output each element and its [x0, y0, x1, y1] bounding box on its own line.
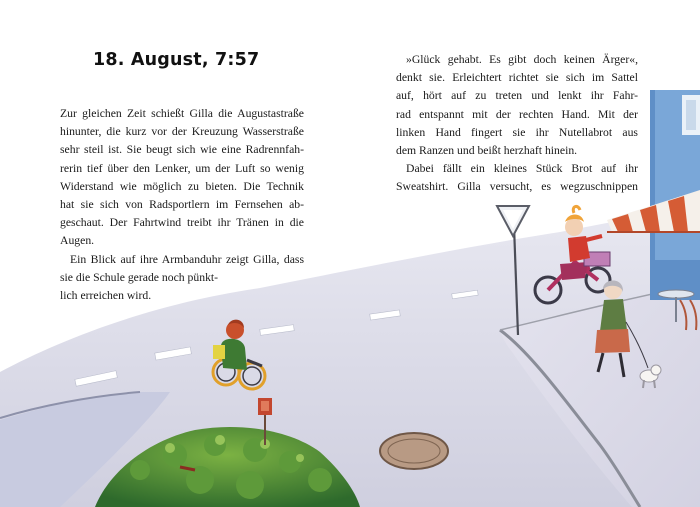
text-line: hat sie sich von Radsportlern im Fernsehen ab-: [60, 197, 304, 211]
text-line: linken Hand fingert sie ihr Nutellabrot aus: [396, 125, 638, 139]
text-line: dem Ranzen und beißt herzhaft hinein.: [396, 143, 578, 157]
text-line: denkt sie. Erleichtert richtet sie sich im Sattel: [396, 71, 638, 85]
text-line: hinunter, die kurz vor der Kreuzung Wasserstraße: [60, 125, 304, 139]
text-line: Dabei fällt ein kleines Stück Brot auf ihr: [406, 162, 638, 176]
text-line: sehr steil ist. Sie beugt sich wie eine Radrennfah-: [60, 143, 304, 157]
text-line: rerin tief über den Lenker, um der Luft so wenig: [60, 161, 304, 175]
text-line: Augen.: [60, 234, 95, 248]
text-line: »Glück gehabt. Es gibt doch keinen Ärger«,: [406, 53, 638, 66]
manhole-cover: [380, 433, 448, 469]
text-line: sie die Schule gerade noch pünkt-: [60, 270, 219, 284]
text-line: Zur gleichen Zeit schießt Gilla die Augustastraße: [60, 107, 304, 120]
text-line: Sweatshirt. Gilla versucht, es wegzuschnippen: [396, 180, 638, 194]
text-line: rad entspannt mit der rechten Hand. Mit der: [396, 107, 638, 121]
left-text-column: [60, 105, 304, 305]
right-text-column: [396, 51, 638, 197]
text-line: lich erreichen wird.: [60, 288, 152, 302]
text-line: Widerstand wie möglich zu bieten. Die Technik: [60, 179, 304, 193]
chapter-heading: 18. August, 7:57: [93, 50, 260, 70]
text-line: auf, hört auf zu treten und lenkt ihr Fahr-: [396, 89, 638, 103]
text-line: geschaut. Der Fahrtwind treibt ihr Tränen in die: [60, 216, 304, 230]
text-line: Ein Blick auf ihre Armbanduhr zeigt Gilla, dass: [70, 252, 304, 266]
